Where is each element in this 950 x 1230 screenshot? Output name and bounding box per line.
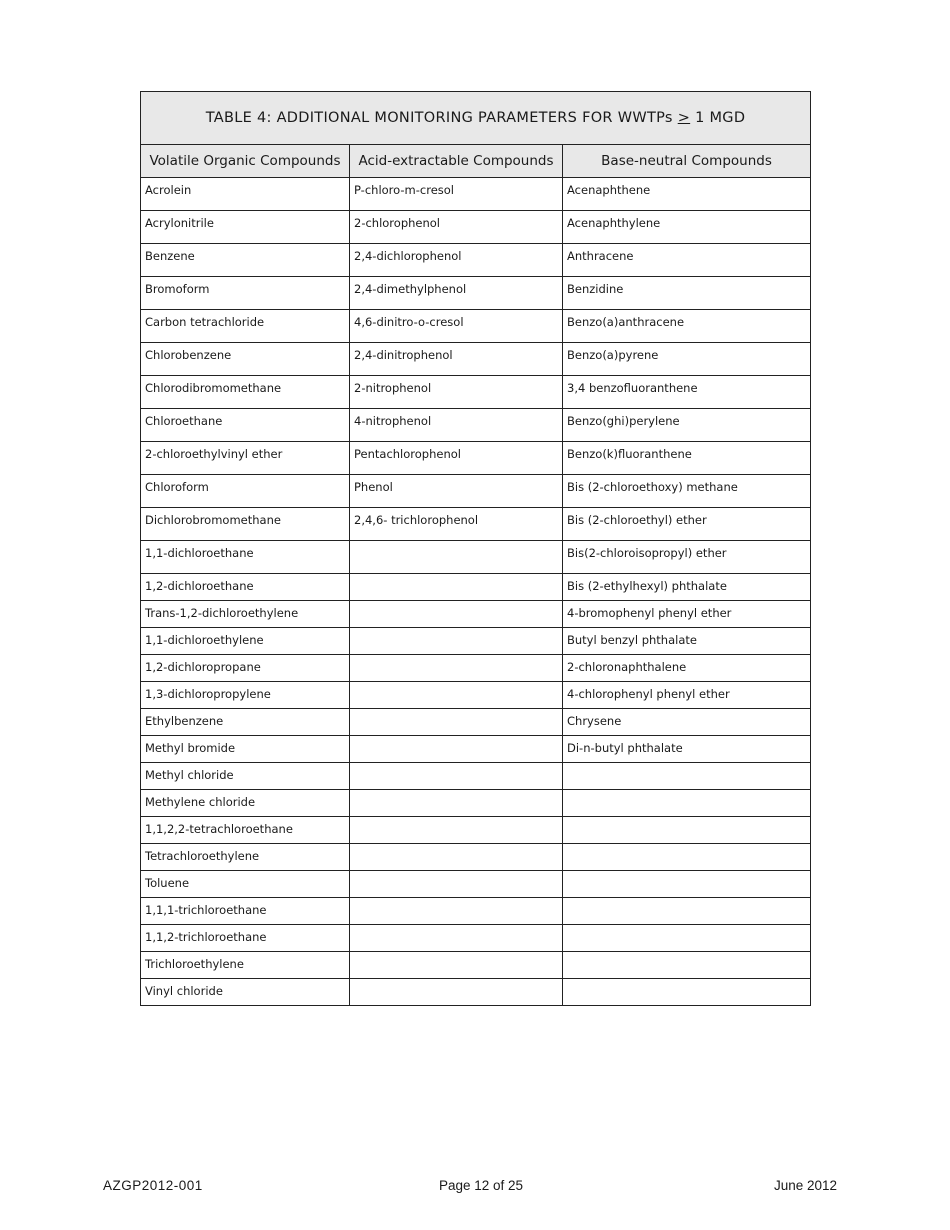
volatile-cell: Chlorodibromomethane xyxy=(141,376,350,409)
table-row xyxy=(141,343,811,376)
volatile-cell: Vinyl chloride xyxy=(141,979,350,1006)
table-title xyxy=(141,92,811,145)
volatile-cell: Bromoform xyxy=(141,277,350,310)
column-header-base: Base-neutral Compounds xyxy=(563,145,811,178)
table-row xyxy=(141,979,811,1006)
base-cell xyxy=(563,817,811,844)
table-row xyxy=(141,844,811,871)
volatile-cell: 1,1,1-trichloroethane xyxy=(141,898,350,925)
table-row xyxy=(141,277,811,310)
base-cell: 2-chloronaphthalene xyxy=(563,655,811,682)
volatile-cell: Methylene chloride xyxy=(141,790,350,817)
acid-cell xyxy=(350,541,563,574)
acid-cell xyxy=(350,844,563,871)
table-row xyxy=(141,475,811,508)
acid-cell xyxy=(350,682,563,709)
table-row xyxy=(141,178,811,211)
acid-cell: 2,4-dinitrophenol xyxy=(350,343,563,376)
table-title-symbol: > xyxy=(677,110,691,126)
volatile-cell: 1,2-dichloropropane xyxy=(141,655,350,682)
volatile-cell: 1,2-dichloroethane xyxy=(141,574,350,601)
volatile-cell: Trans-1,2-dichloroethylene xyxy=(141,601,350,628)
base-cell: 4-chlorophenyl phenyl ether xyxy=(563,682,811,709)
acid-cell: P-chloro-m-cresol xyxy=(350,178,563,211)
volatile-cell: 1,1,2-trichloroethane xyxy=(141,925,350,952)
table-row xyxy=(141,628,811,655)
acid-cell: 2,4-dichlorophenol xyxy=(350,244,563,277)
base-cell: Chrysene xyxy=(563,709,811,736)
base-cell: Butyl benzyl phthalate xyxy=(563,628,811,655)
acid-cell: 4-nitrophenol xyxy=(350,409,563,442)
table-row xyxy=(141,682,811,709)
base-cell: 4-bromophenyl phenyl ether xyxy=(563,601,811,628)
base-cell: Acenaphthene xyxy=(563,178,811,211)
base-cell xyxy=(563,790,811,817)
base-cell: Anthracene xyxy=(563,244,811,277)
base-cell xyxy=(563,844,811,871)
table-row xyxy=(141,952,811,979)
table-row xyxy=(141,709,811,736)
acid-cell: 4,6-dinitro-o-cresol xyxy=(350,310,563,343)
table-row xyxy=(141,898,811,925)
volatile-cell: 1,3-dichloropropylene xyxy=(141,682,350,709)
volatile-cell: 1,1-dichloroethane xyxy=(141,541,350,574)
volatile-cell: 1,1,2,2-tetrachloroethane xyxy=(141,817,350,844)
volatile-cell: Methyl chloride xyxy=(141,763,350,790)
acid-cell: Phenol xyxy=(350,475,563,508)
table-row xyxy=(141,310,811,343)
base-cell: Benzo(a)pyrene xyxy=(563,343,811,376)
table-row xyxy=(141,655,811,682)
table-row xyxy=(141,244,811,277)
base-cell: Di-n-butyl phthalate xyxy=(563,736,811,763)
base-cell xyxy=(563,763,811,790)
base-cell xyxy=(563,925,811,952)
table-row xyxy=(141,601,811,628)
base-cell: Bis (2-ethylhexyl) phthalate xyxy=(563,574,811,601)
acid-cell: Pentachlorophenol xyxy=(350,442,563,475)
volatile-cell: 1,1-dichloroethylene xyxy=(141,628,350,655)
acid-cell xyxy=(350,817,563,844)
table-title-prefix: TABLE 4: ADDITIONAL MONITORING PARAMETERS FOR WWTPs xyxy=(205,110,678,126)
column-header-volatile: Volatile Organic Compounds xyxy=(141,145,350,178)
base-cell: Acenaphthylene xyxy=(563,211,811,244)
footer-doc-id: AZGP2012-001 xyxy=(103,1178,203,1193)
table-row xyxy=(141,871,811,898)
volatile-cell: Carbon tetrachloride xyxy=(141,310,350,343)
acid-cell: 2,4-dimethylphenol xyxy=(350,277,563,310)
base-cell xyxy=(563,898,811,925)
table-row xyxy=(141,574,811,601)
table-row xyxy=(141,763,811,790)
table-title-suffix: 1 MGD xyxy=(690,110,746,126)
acid-cell: 2,4,6- trichlorophenol xyxy=(350,508,563,541)
column-header-acid: Acid-extractable Compounds xyxy=(350,145,563,178)
table-row xyxy=(141,442,811,475)
table-row xyxy=(141,790,811,817)
acid-cell xyxy=(350,574,563,601)
table-row xyxy=(141,211,811,244)
acid-cell xyxy=(350,790,563,817)
acid-cell xyxy=(350,952,563,979)
base-cell: Benzidine xyxy=(563,277,811,310)
volatile-cell: Ethylbenzene xyxy=(141,709,350,736)
table-row xyxy=(141,817,811,844)
volatile-cell: Benzene xyxy=(141,244,350,277)
volatile-cell: Methyl bromide xyxy=(141,736,350,763)
acid-cell xyxy=(350,628,563,655)
acid-cell xyxy=(350,898,563,925)
base-cell: 3,4 benzofluoranthene xyxy=(563,376,811,409)
acid-cell xyxy=(350,709,563,736)
acid-cell xyxy=(350,925,563,952)
volatile-cell: Trichloroethylene xyxy=(141,952,350,979)
base-cell: Bis(2-chloroisopropyl) ether xyxy=(563,541,811,574)
acid-cell xyxy=(350,763,563,790)
acid-cell: 2-nitrophenol xyxy=(350,376,563,409)
table-row xyxy=(141,736,811,763)
volatile-cell: Acrylonitrile xyxy=(141,211,350,244)
volatile-cell: Chloroethane xyxy=(141,409,350,442)
table-row xyxy=(141,508,811,541)
volatile-cell: Chloroform xyxy=(141,475,350,508)
acid-cell xyxy=(350,871,563,898)
volatile-cell: Dichlorobromomethane xyxy=(141,508,350,541)
table-row xyxy=(141,925,811,952)
base-cell: Benzo(k)fluoranthene xyxy=(563,442,811,475)
acid-cell xyxy=(350,736,563,763)
volatile-cell: Toluene xyxy=(141,871,350,898)
base-cell: Benzo(a)anthracene xyxy=(563,310,811,343)
monitoring-parameters-table xyxy=(140,91,811,1006)
base-cell xyxy=(563,871,811,898)
footer-date: June 2012 xyxy=(773,1178,837,1193)
base-cell: Bis (2-chloroethyl) ether xyxy=(563,508,811,541)
table-row xyxy=(141,409,811,442)
acid-cell: 2-chlorophenol xyxy=(350,211,563,244)
table-body xyxy=(141,178,811,1006)
base-cell xyxy=(563,979,811,1006)
footer-page-number: Page 12 of 25 xyxy=(438,1178,524,1193)
volatile-cell: Chlorobenzene xyxy=(141,343,350,376)
acid-cell xyxy=(350,655,563,682)
volatile-cell: 2-chloroethylvinyl ether xyxy=(141,442,350,475)
acid-cell xyxy=(350,979,563,1006)
table-row xyxy=(141,376,811,409)
base-cell xyxy=(563,952,811,979)
acid-cell xyxy=(350,601,563,628)
base-cell: Bis (2-chloroethoxy) methane xyxy=(563,475,811,508)
base-cell: Benzo(ghi)perylene xyxy=(563,409,811,442)
table-row xyxy=(141,541,811,574)
volatile-cell: Acrolein xyxy=(141,178,350,211)
volatile-cell: Tetrachloroethylene xyxy=(141,844,350,871)
